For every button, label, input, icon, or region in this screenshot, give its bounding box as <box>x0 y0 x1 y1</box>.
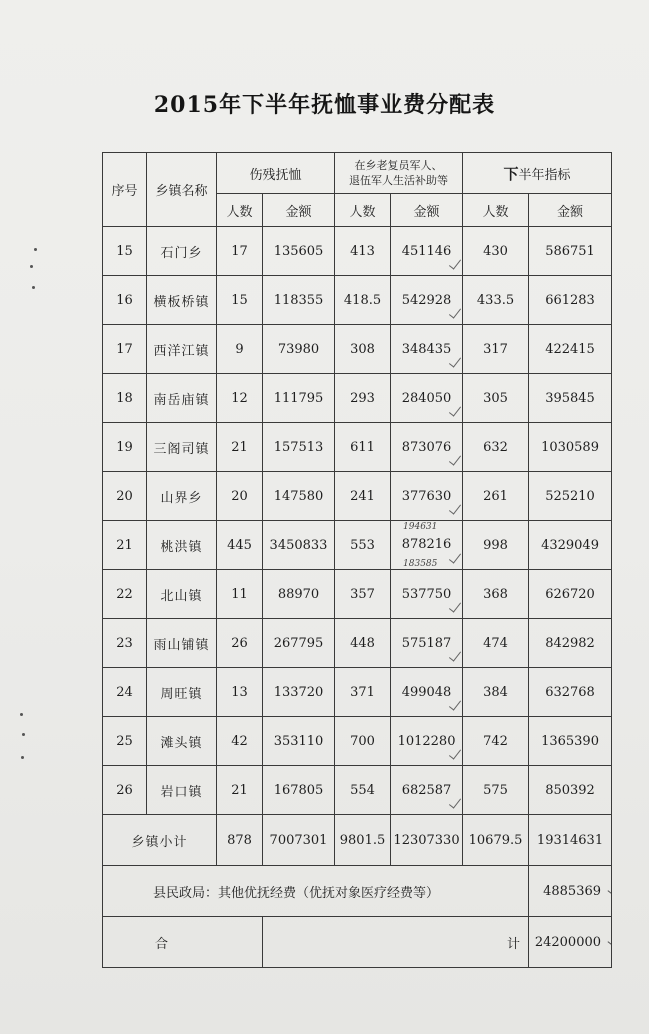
row-amount-2: 542928 <box>391 276 463 325</box>
row-town: 滩头镇 <box>147 717 217 766</box>
handwritten-note: 183585 <box>403 559 438 569</box>
subtotal-people-1: 878 <box>217 815 263 866</box>
row-amount-3: 422415 <box>529 325 612 374</box>
row-people-2: 357 <box>335 570 391 619</box>
row-amount-3: 4329049 <box>529 521 612 570</box>
row-people-2: 418.5 <box>335 276 391 325</box>
row-amount-1: 267795 <box>263 619 335 668</box>
total-label-right: 计 <box>263 917 529 968</box>
table-row <box>103 619 612 668</box>
allocation-table <box>102 152 612 968</box>
row-amount-3: 395845 <box>529 374 612 423</box>
row-amount-3: 1365390 <box>529 717 612 766</box>
table-row <box>103 374 612 423</box>
row-town: 三阁司镇 <box>147 423 217 472</box>
row-people-3: 632 <box>463 423 529 472</box>
other-funds-label: 县民政局：其他优抚经费（优抚对象医疗经费等） <box>103 866 529 917</box>
row-people-2: 413 <box>335 227 391 276</box>
punch-mark <box>20 713 23 716</box>
row-people-2: 308 <box>335 325 391 374</box>
header-row-1 <box>103 153 612 194</box>
row-amount-2: 284050 <box>391 374 463 423</box>
punch-mark <box>32 286 35 289</box>
row-amount-1: 135605 <box>263 227 335 276</box>
table-row <box>103 521 612 570</box>
row-town: 北山镇 <box>147 570 217 619</box>
page-title: 2015年下半年抚恤事业费分配表 <box>153 92 496 118</box>
total-value: 24200000 <box>529 917 612 968</box>
row-amount-3: 626720 <box>529 570 612 619</box>
row-people-1: 17 <box>217 227 263 276</box>
row-amount-2: 873076 <box>391 423 463 472</box>
row-town: 石门乡 <box>147 227 217 276</box>
header-amount-1: 金额 <box>263 194 335 227</box>
row-seq: 25 <box>103 717 147 766</box>
subtotal-amount-1: 7007301 <box>263 815 335 866</box>
row-seq: 26 <box>103 766 147 815</box>
row-people-3: 742 <box>463 717 529 766</box>
header-people-3: 人数 <box>463 194 529 227</box>
row-seq: 20 <box>103 472 147 521</box>
row-amount-3: 632768 <box>529 668 612 717</box>
table-row <box>103 227 612 276</box>
row-amount-1: 167805 <box>263 766 335 815</box>
table-row <box>103 717 612 766</box>
row-amount-1: 111795 <box>263 374 335 423</box>
row-amount-3: 842982 <box>529 619 612 668</box>
row-people-3: 368 <box>463 570 529 619</box>
header-second-half <box>463 153 612 194</box>
row-amount-2: 537750 <box>391 570 463 619</box>
header-people-2: 人数 <box>335 194 391 227</box>
punch-mark <box>34 248 37 251</box>
header-amount-2: 金额 <box>391 194 463 227</box>
row-amount-1: 118355 <box>263 276 335 325</box>
row-amount-2: 682587 <box>391 766 463 815</box>
row-seq: 24 <box>103 668 147 717</box>
row-town: 周旺镇 <box>147 668 217 717</box>
row-people-1: 12 <box>217 374 263 423</box>
punch-mark <box>21 756 24 759</box>
row-people-3: 998 <box>463 521 529 570</box>
row-amount-3: 1030589 <box>529 423 612 472</box>
row-amount-1: 353110 <box>263 717 335 766</box>
header-seq: 序号 <box>103 153 147 227</box>
row-people-3: 474 <box>463 619 529 668</box>
row-amount-2: 451146 <box>391 227 463 276</box>
row-amount-3: 586751 <box>529 227 612 276</box>
row-town: 横板桥镇 <box>147 276 217 325</box>
row-seq: 17 <box>103 325 147 374</box>
row-people-2: 448 <box>335 619 391 668</box>
row-seq: 21 <box>103 521 147 570</box>
row-people-3: 433.5 <box>463 276 529 325</box>
row-amount-1: 133720 <box>263 668 335 717</box>
row-seq: 16 <box>103 276 147 325</box>
table-row <box>103 325 612 374</box>
table-row <box>103 423 612 472</box>
row-amount-1: 147580 <box>263 472 335 521</box>
other-funds-value: 4885369 <box>529 866 612 917</box>
row-amount-2: 1012280 <box>391 717 463 766</box>
row-seq: 15 <box>103 227 147 276</box>
row-people-3: 317 <box>463 325 529 374</box>
header-second-half-mark: 下 <box>503 164 519 183</box>
row-amount-2: 499048 <box>391 668 463 717</box>
row-seq: 19 <box>103 423 147 472</box>
row-people-3: 384 <box>463 668 529 717</box>
row-people-2: 371 <box>335 668 391 717</box>
row-people-3: 261 <box>463 472 529 521</box>
row-people-1: 9 <box>217 325 263 374</box>
row-people-2: 241 <box>335 472 391 521</box>
row-town: 岩口镇 <box>147 766 217 815</box>
row-people-2: 553 <box>335 521 391 570</box>
subtotal-label: 乡镇小计 <box>103 815 217 866</box>
row-people-3: 305 <box>463 374 529 423</box>
row-people-1: 15 <box>217 276 263 325</box>
total-label-left: 合 <box>103 917 263 968</box>
header-people-1: 人数 <box>217 194 263 227</box>
row-amount-3: 661283 <box>529 276 612 325</box>
header-amount-3: 金额 <box>529 194 612 227</box>
row-people-2: 554 <box>335 766 391 815</box>
row-amount-2: 348435 <box>391 325 463 374</box>
total-row <box>103 917 612 968</box>
header-disability: 伤残抚恤 <box>217 153 335 194</box>
table-row <box>103 668 612 717</box>
row-people-1: 42 <box>217 717 263 766</box>
subtotal-amount-2: 12307330 <box>391 815 463 866</box>
subtotal-people-3: 10679.5 <box>463 815 529 866</box>
row-town: 桃洪镇 <box>147 521 217 570</box>
row-people-1: 21 <box>217 766 263 815</box>
row-people-1: 445 <box>217 521 263 570</box>
row-amount-1: 88970 <box>263 570 335 619</box>
punch-mark <box>30 265 33 268</box>
row-seq: 22 <box>103 570 147 619</box>
row-people-1: 26 <box>217 619 263 668</box>
subtotal-amount-3: 19314631 <box>529 815 612 866</box>
table-row <box>103 276 612 325</box>
subtotal-row <box>103 815 612 866</box>
row-people-2: 700 <box>335 717 391 766</box>
row-town: 南岳庙镇 <box>147 374 217 423</box>
table-row <box>103 472 612 521</box>
row-people-1: 21 <box>217 423 263 472</box>
row-seq: 23 <box>103 619 147 668</box>
row-town: 山界乡 <box>147 472 217 521</box>
row-town: 西洋江镇 <box>147 325 217 374</box>
row-people-2: 293 <box>335 374 391 423</box>
handwritten-note: 194631 <box>403 522 438 532</box>
row-people-2: 611 <box>335 423 391 472</box>
row-amount-2: 377630 <box>391 472 463 521</box>
row-amount-1: 73980 <box>263 325 335 374</box>
row-amount-2-value: 878216 <box>401 537 452 552</box>
row-people-1: 20 <box>217 472 263 521</box>
row-seq: 18 <box>103 374 147 423</box>
row-amount-3: 525210 <box>529 472 612 521</box>
table-row <box>103 570 612 619</box>
amount-with-notes <box>391 521 462 569</box>
header-veterans-line2: 退伍军人生活补助等 <box>349 174 449 187</box>
row-amount-2: 575187 <box>391 619 463 668</box>
row-people-1: 13 <box>217 668 263 717</box>
subtotal-people-2: 9801.5 <box>335 815 391 866</box>
row-people-3: 430 <box>463 227 529 276</box>
row-amount-2 <box>391 521 463 570</box>
row-amount-1: 157513 <box>263 423 335 472</box>
row-amount-1: 3450833 <box>263 521 335 570</box>
header-veterans-line1: 在乡老复员军人、 <box>354 159 443 172</box>
header-town: 乡镇名称 <box>147 153 217 227</box>
row-amount-3: 850392 <box>529 766 612 815</box>
row-people-1: 11 <box>217 570 263 619</box>
punch-mark <box>22 733 25 736</box>
other-funds-row <box>103 866 612 917</box>
row-town: 雨山铺镇 <box>147 619 217 668</box>
header-veterans <box>335 153 463 194</box>
row-people-3: 575 <box>463 766 529 815</box>
table-row <box>103 766 612 815</box>
header-second-half-label: 半年指标 <box>518 167 571 183</box>
